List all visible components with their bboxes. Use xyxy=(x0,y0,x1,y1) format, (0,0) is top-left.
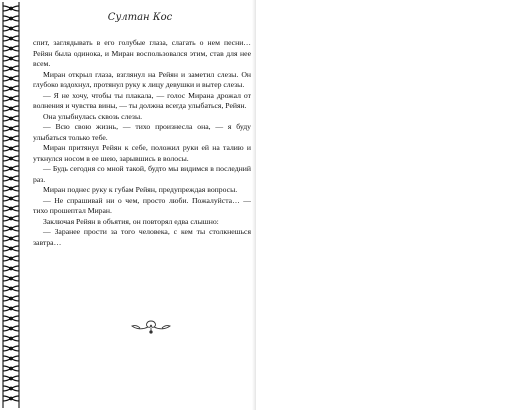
paragraph: — Будь сегодня со мной такой, будто мы видимся в последний раз. xyxy=(33,164,251,184)
paragraph: — Не спрашивай ни о чем, просто люби. Пожалуйста… — тихо прошептал Миран. xyxy=(33,195,251,215)
paragraph: — Заранее прости за того человека, с кем ты столкнешься завтра… xyxy=(33,227,251,247)
end-ornament xyxy=(128,318,174,334)
ornamental-border-left xyxy=(0,0,22,410)
paragraph: Она улыбнулась сквозь слезы. xyxy=(43,111,143,121)
right-page xyxy=(256,0,512,410)
paragraph: спит, заглядывать в его голубые глаза, слагать о нем песни… Рейян была одинока, и Миран воспользовался этим, став для нее всем. xyxy=(33,38,251,68)
paragraph: Миран притянул Рейян к себе, положил руки ей на талию и уткнулся носом в ее шею, зарывшись в волосы. xyxy=(33,143,251,163)
body-text xyxy=(33,38,251,248)
paragraph: Миран поднес руку к губам Рейян, предупреждая вопросы. xyxy=(43,185,238,194)
paragraph: Миран открыл глаза, взглянул на Рейян и заметил слезы. Он глубоко вздохнул, протянул руку к лицу девушки и вытер слезы. xyxy=(33,69,251,89)
paragraph: Заключая Рейян в объятия, он повторял едва слышно: xyxy=(43,216,219,226)
running-head: Султан Кос xyxy=(107,12,173,23)
paragraph: — Я не хочу, чтобы ты плакала, — голос Мирана дрожал от волнения и чувства вины, — ты должна всегда улыбаться, Рейян. xyxy=(33,90,251,110)
paragraph: — Всю свою жизнь, — тихо произнесла она, — я буду улыбаться только тебе. xyxy=(33,122,251,142)
